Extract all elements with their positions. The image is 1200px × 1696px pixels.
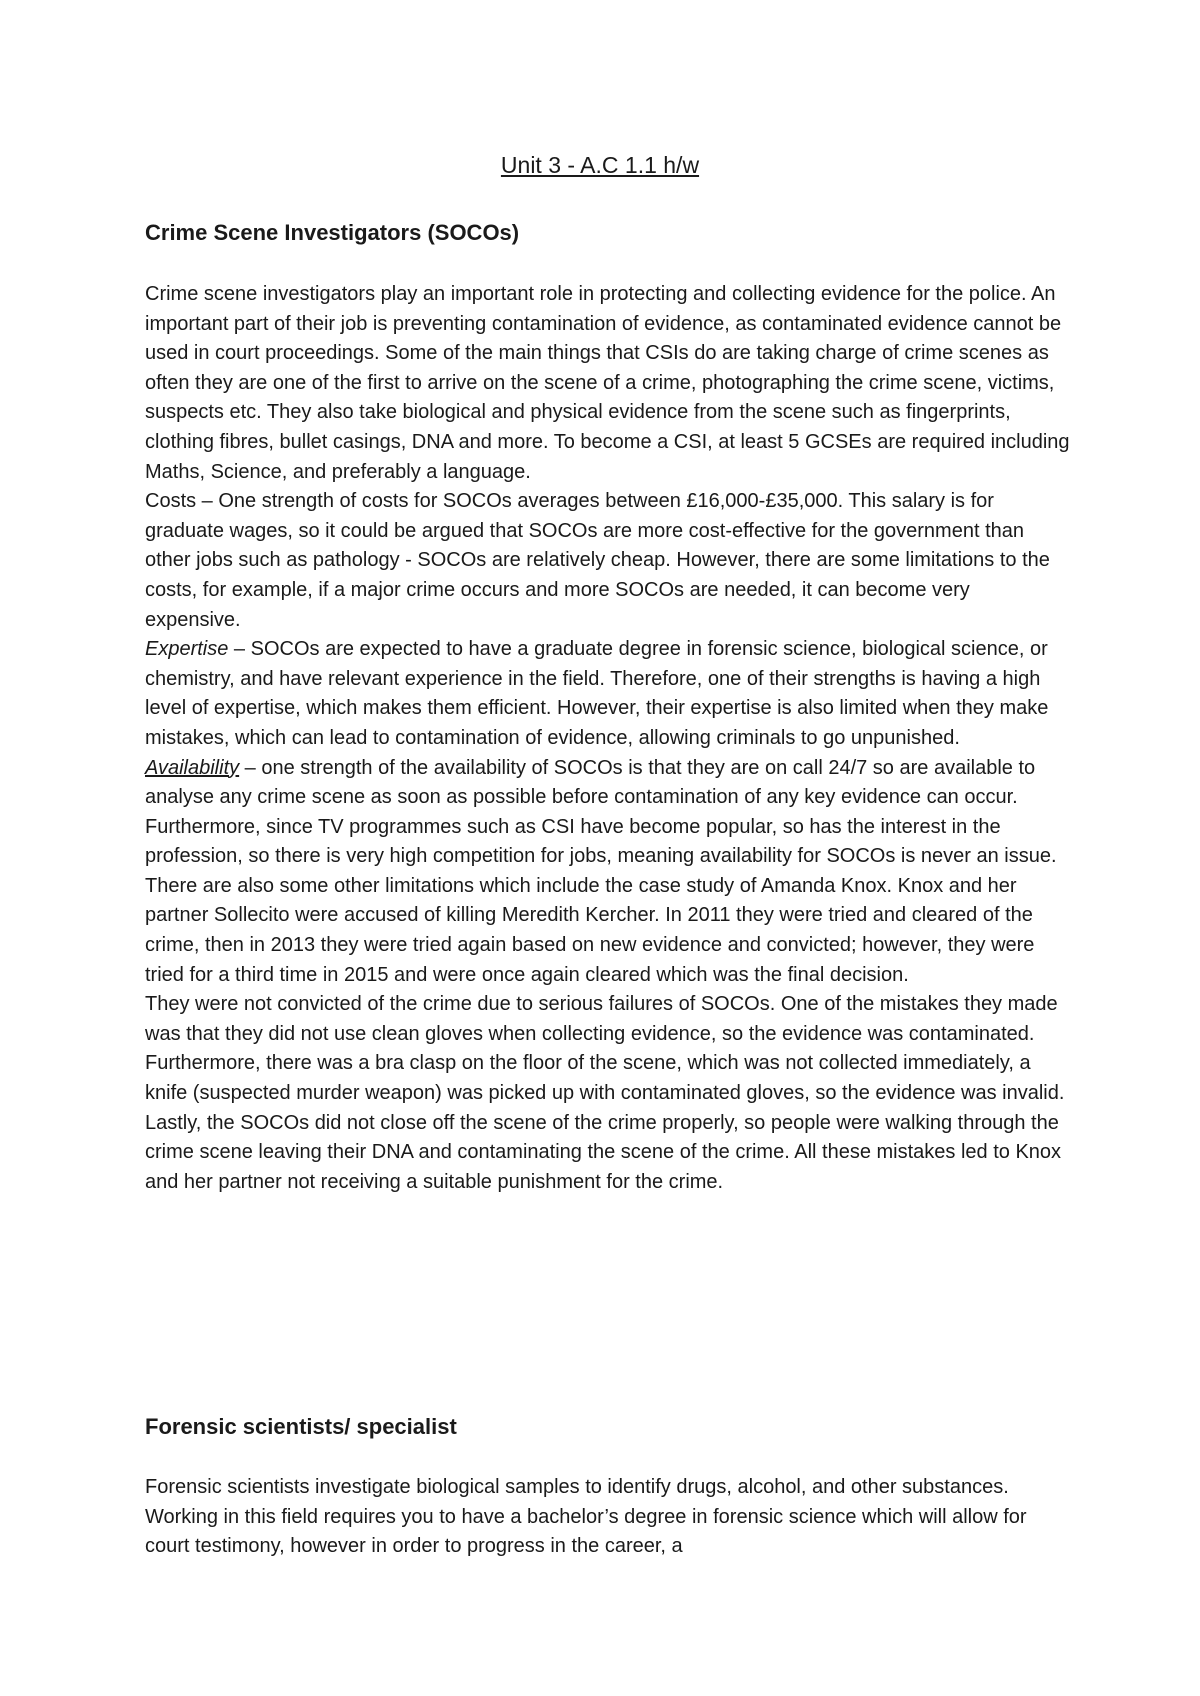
expertise-label: Expertise bbox=[145, 638, 229, 661]
paragraph-forensic-intro: Forensic scientists investigate biological samples to identify drugs, alcohol, and other substances. Working in this field requires you to have a bachelor’s degree in forensic science which will allow for court testimony, however in order to progress in the career, a bbox=[145, 1476, 1027, 1558]
paragraph-failures: They were not convicted of the crime due to serious failures of SOCOs. One of the mistakes they made was that they did not use clean gloves when collecting evidence, so the evidence was contaminated. Furthermore, there was a bra clasp on the floor of the scene, which was not collected immediately, a knife (suspected murder weapon) was picked up with contaminated gloves, so the evidence was invalid. Lastly, the SOCOs did not close off the scene of the crime properly, so people were walking through the crime scene leaving their DNA and contaminating the scene of the crime. All these mistakes led to Knox and her partner not receiving a suitable punishment for the crime. bbox=[145, 993, 1065, 1193]
heading-forensic-scientists: Forensic scientists/ specialist bbox=[145, 1414, 457, 1439]
costs-text: – One strength of costs for SOCOs averages between £16,000-£35,000. This salary is for graduate wages, so it could be argued that SOCOs are more cost-effective for the government than other jobs such as pathology - SOCOs are relatively cheap. However, there are some limitations to the costs, for example, if a major crime occurs and more SOCOs are needed, it can become very expensive. bbox=[145, 490, 1050, 631]
section-socos-body bbox=[145, 280, 1070, 1197]
costs-label: Costs bbox=[145, 490, 197, 513]
availability-text: – one strength of the availability of SOCOs is that they are on call 24/7 so are available to analyse any crime scene as soon as possible before contamination of any key evidence can occur. Furthermore, since TV programmes such as CSI have become popular, so has the interest in the profession, so there is very high competition for jobs, meaning availability for SOCOs is never an issue. bbox=[145, 756, 1057, 868]
paragraph-socos-intro: Crime scene investigators play an important role in protecting and collecting evidence for the police. An important part of their job is preventing contamination of evidence, as contaminated evidence cannot be used in court proceedings. Some of the main things that CSIs do are taking charge of crime scenes as often they are one of the first to arrive on the scene of a crime, photographing the crime scene, victims, suspects etc. They also take biological and physical evidence from the scene such as fingerprints, clothing fibres, bullet casings, DNA and more. To become a CSI, at least 5 GCSEs are required including Maths, Science, and preferably a language. bbox=[145, 283, 1070, 483]
paragraph-limitations: There are also some other limitations which include the case study of Amanda Knox. Knox and her partner Sollecito were accused of killing Meredith Kercher. In 2011 they were tried and cleared of the crime, then in 2013 they were tried again based on new evidence and convicted; however, they were tried for a third time in 2015 and were once again cleared which was the final decision. bbox=[145, 874, 1035, 986]
paragraph-expertise bbox=[145, 635, 1070, 753]
document-title: Unit 3 - A.C 1.1 h/w bbox=[500, 152, 700, 178]
section-forensic-body bbox=[145, 1473, 1070, 1562]
paragraph-availability bbox=[145, 754, 1070, 872]
expertise-text: – SOCOs are expected to have a graduate degree in forensic science, biological science, or chemistry, and have relevant experience in the field. Therefore, one of their strengths is having a high level of expertise, which makes them efficient. However, their expertise is also limited when they make mistakes, which can lead to contamination of evidence, allowing criminals to go unpunished. bbox=[145, 638, 1049, 749]
paragraph-costs bbox=[145, 487, 1070, 635]
availability-label: Availability bbox=[145, 756, 240, 779]
heading-crime-scene-investigators: Crime Scene Investigators (SOCOs) bbox=[145, 220, 520, 245]
